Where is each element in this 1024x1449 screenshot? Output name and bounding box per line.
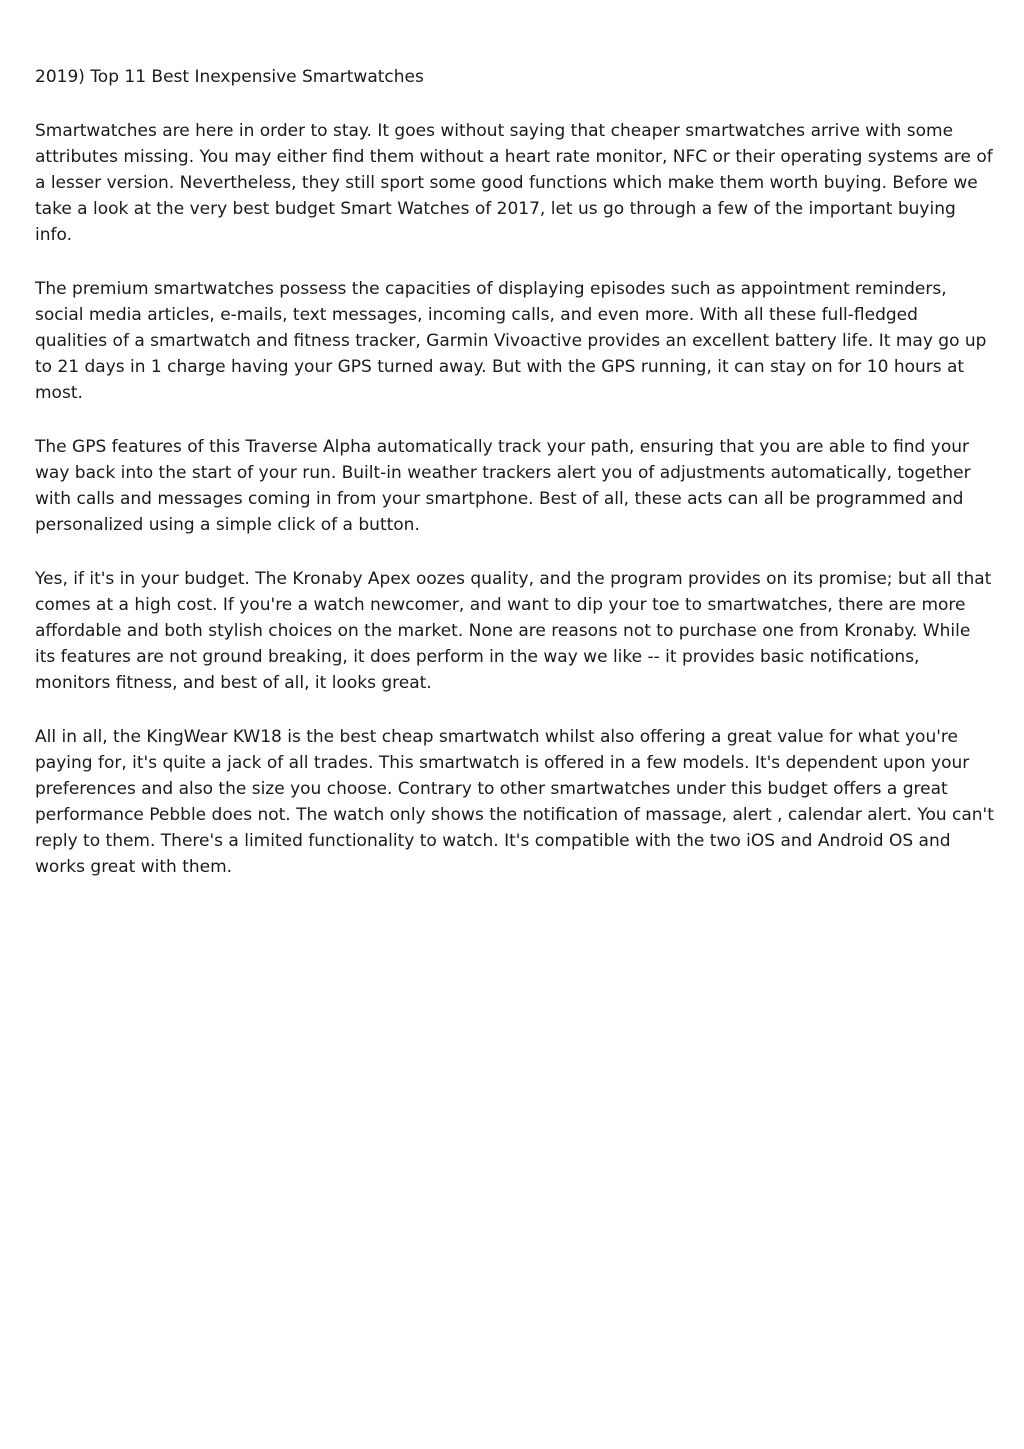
paragraph-kronaby-apex: Yes, if it's in your budget. The Kronaby Apex oozes quality, and the program provides on its promise; but all that comes at a high cost. If you're a watch newcomer, and want to dip your toe to smartwatches, there are more affordable and both stylish choices on the market. None are reasons not to purchase one from Kronaby. While its features are not ground breaking, it does perform in the way we like -- it provides basic notifications, monitors fitness, and best of all, it looks great.	[35, 569, 992, 693]
document-title: 2019) Top 11 Best Inexpensive Smartwatches	[35, 67, 424, 87]
paragraph-premium-smartwatches: The premium smartwatches possess the capacities of displaying episodes such as appointment reminders, social media articles, e-mails, text messages, incoming calls, and even more. With all these full-fledged qualities of a smartwatch and fitness tracker, Garmin Vivoactive provides an excellent battery life. It may go up to 21 days in 1 charge having your GPS turned away. But with the GPS running, it can stay on for 10 hours at most.	[35, 279, 987, 403]
document-body	[35, 64, 995, 908]
paragraph-intro: Smartwatches are here in order to stay. It goes without saying that cheaper smartwatches arrive with some attributes missing. You may either find them without a heart rate monitor, NFC or their operating systems are of a lesser version. Nevertheless, they still sport some good functions which make them worth buying. Before we take a look at the very best budget Smart Watches of 2017, let us go through a few of the important buying info.	[35, 121, 993, 245]
paragraph-kingwear-kw18: All in all, the KingWear KW18 is the best cheap smartwatch whilst also offering a great value for what you're paying for, it's quite a jack of all trades. This smartwatch is offered in a few models. It's dependent upon your preferences and also the size you choose. Contrary to other smartwatches under this budget offers a great performance Pebble does not. The watch only shows the notification of massage, alert , calendar alert. You can't reply to them. There's a limited functionality to watch. It's compatible with the two iOS and Android OS and works great with them.	[35, 727, 994, 877]
paragraph-traverse-alpha: The GPS features of this Traverse Alpha automatically track your path, ensuring that you are able to find your way back into the start of your run. Built-in weather trackers alert you of adjustments automatically, together with calls and messages coming in from your smartphone. Best of all, these acts can all be programmed and personalized using a simple click of a button.	[35, 437, 971, 535]
